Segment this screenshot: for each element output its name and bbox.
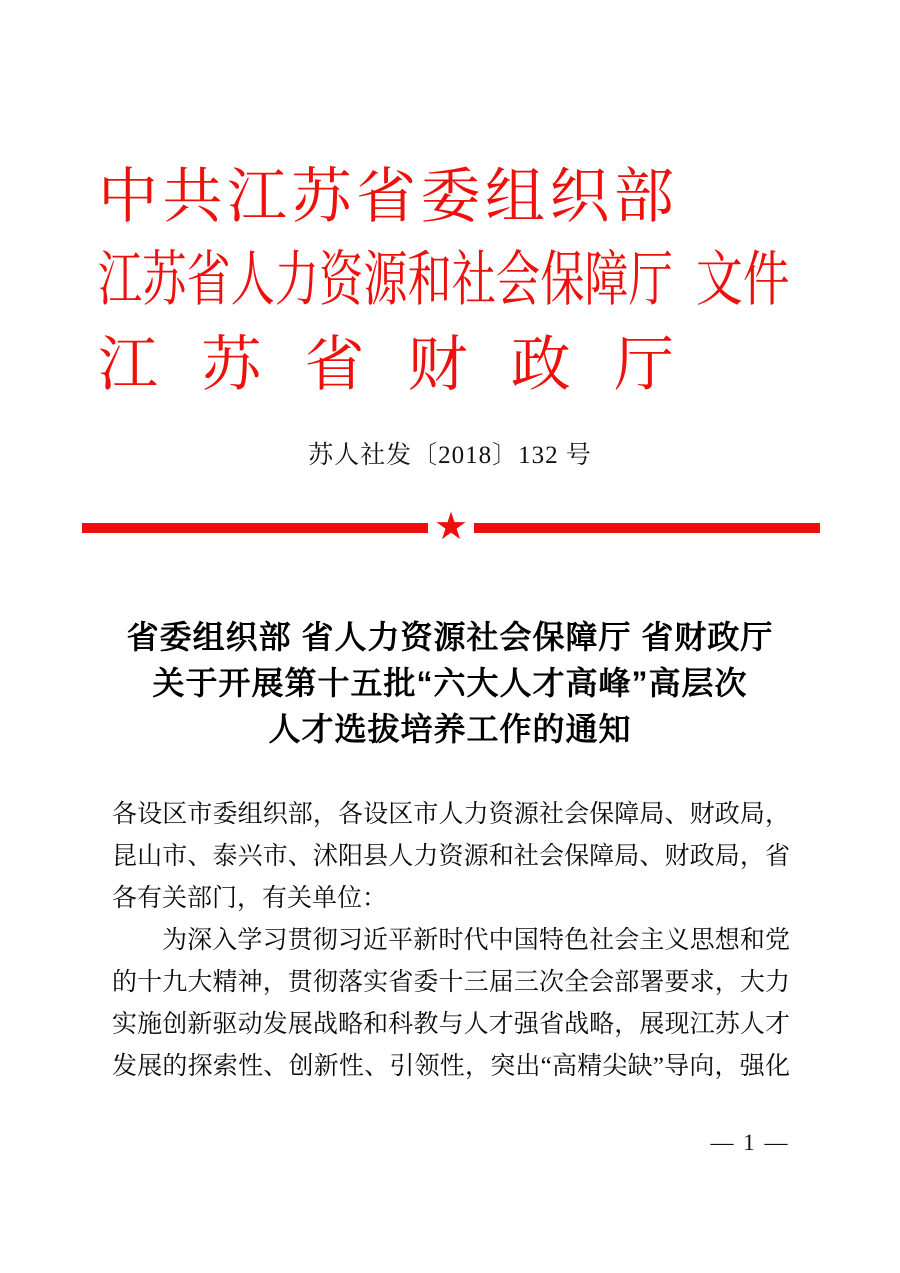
paragraph-line-2: 的十九大精神，贯彻落实省委十三届三次全会部署要求，大力 (112, 969, 790, 996)
letterhead-line-hr-dept (98, 249, 674, 311)
letterhead-document-label: 文件 (696, 247, 790, 313)
red-divider (82, 503, 820, 553)
paragraph-line-3: 实施创新驱动发展战略和科教与人才强省战略，展现江苏人才 (112, 1011, 790, 1038)
page-number: — 1 — (710, 1130, 790, 1155)
divider-bar-left (82, 523, 428, 533)
star-icon: ★ (433, 504, 469, 548)
paragraph-line-1: 为深入学习贯彻习近平新时代中国特色社会主义思想和党 (162, 927, 790, 954)
document-title (0, 614, 900, 752)
letterhead-line-org-dept: 中共江苏省委组织部 (98, 164, 674, 230)
addressee-line-1: 各设区市委组织部，各设区市人力资源社会保障局、财政局， (112, 801, 790, 828)
letterhead-hr-dept-text: 江苏省人力资源和社会保障厅 (98, 247, 673, 313)
divider-bar-right (474, 523, 820, 533)
addressee-line-2: 昆山市、泰兴市、沭阳县人力资源和社会保障局、财政局，省 (112, 843, 790, 870)
title-line-3: 人才选拔培养工作的通知 (268, 711, 632, 747)
letterhead (98, 166, 674, 396)
document-number: 苏人社发〔2018〕132 号 (308, 442, 592, 469)
title-line-2: 关于开展第十五批“六大人才高峰”高层次 (152, 665, 748, 701)
addressee-line-3: 各有关部门，有关单位： (112, 885, 388, 912)
letterhead-line-finance-dept: 江苏省财政厅 (98, 332, 674, 398)
paragraph-line-4: 发展的探索性、创新性、引领性，突出“高精尖缺”导向，强化 (112, 1053, 790, 1080)
title-line-1: 省委组织部 省人力资源社会保障厅 省财政厅 (126, 619, 774, 655)
document-body (112, 794, 790, 1088)
